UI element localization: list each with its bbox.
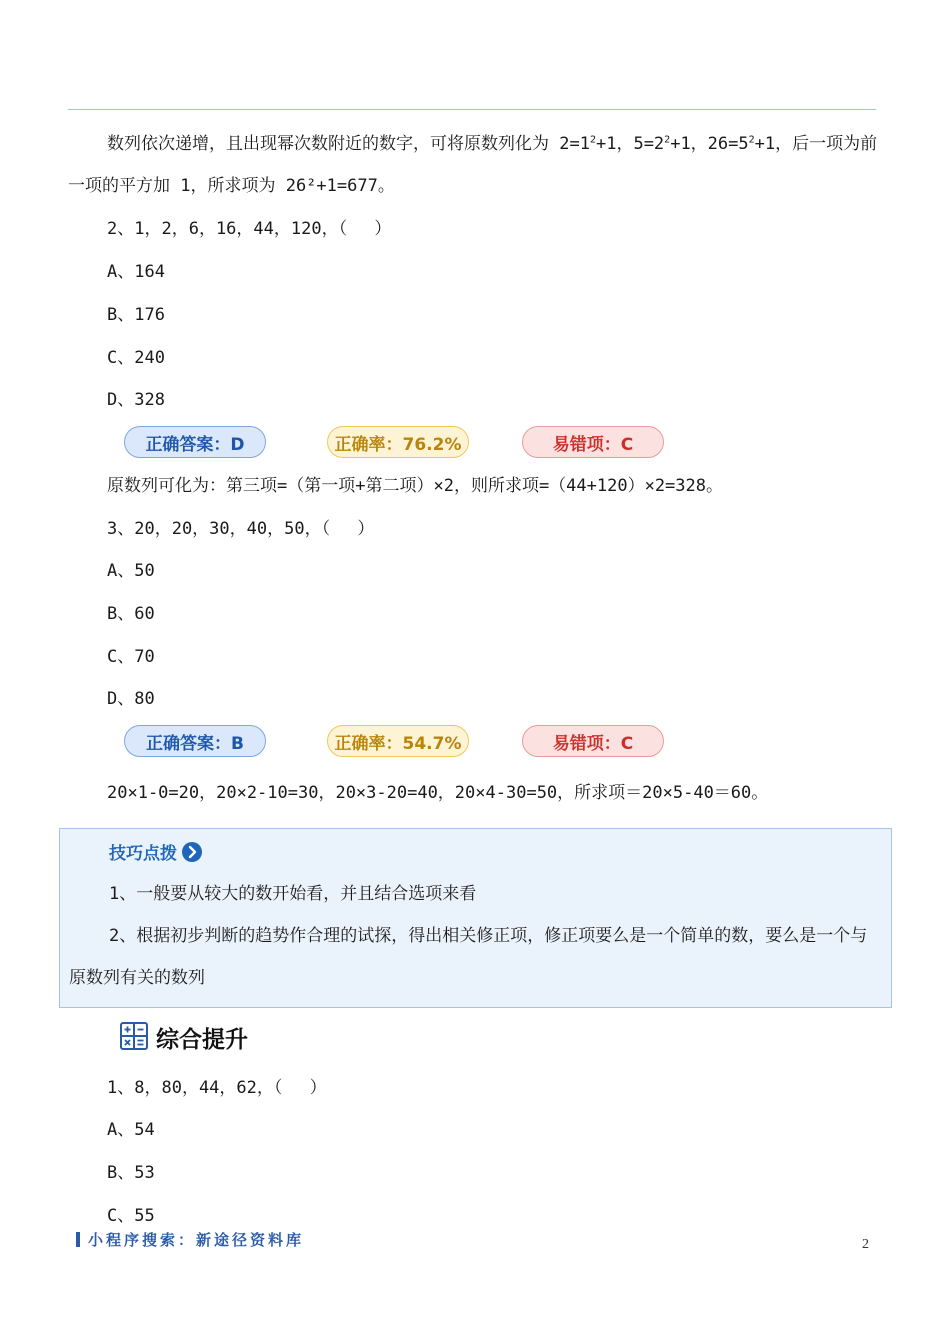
page-number: 2 — [862, 1237, 869, 1252]
question-2-option-c[interactable]: C、240 — [107, 348, 165, 368]
section-question-1-option-b[interactable]: B、53 — [107, 1163, 155, 1183]
question-3-stem: 3、20，20，30，40，50，（ ） — [107, 519, 375, 539]
chevron-right-icon — [182, 842, 202, 862]
explanation-q1: 数列依次递增，且出现幂次数附近的数字，可将原数列化为 $2=1^2+1$，$5=2^2+1$，$26=5^2+1$，后一项为前一项的平方加 1，所求项为 26²+1=677。 — [68, 134, 878, 196]
tips-box — [59, 828, 892, 1008]
question-3-option-b[interactable]: B、60 — [107, 604, 155, 624]
accuracy-rate-badge: 正确率：54.7% — [327, 725, 469, 757]
tip-item-2: 2、根据初步判断的趋势作合理的试探，得出相关修正项，修正项要么是一个简单的数，要么是一个与原数列有关的数列 — [69, 926, 868, 988]
question-2-option-a[interactable]: A、164 — [107, 262, 165, 282]
question-3-option-d[interactable]: D、80 — [107, 689, 155, 709]
footer-banner — [76, 1229, 304, 1250]
section-title: 综合提升 — [156, 1027, 248, 1053]
tips-title: 技巧点拨 — [109, 844, 177, 864]
question-2-option-d[interactable]: D、328 — [107, 390, 165, 410]
accuracy-rate-badge: 正确率：76.2% — [327, 426, 469, 458]
question-2-stem: 2、1，2，6，16，44，120，（ ） — [107, 219, 392, 239]
correct-answer-badge: 正确答案：B — [124, 725, 266, 757]
common-error-badge: 易错项：C — [522, 725, 664, 757]
correct-answer-badge: 正确答案：D — [124, 426, 266, 458]
common-error-badge: 易错项：C — [522, 426, 664, 458]
footer-bar-icon — [76, 1232, 80, 1247]
question-2-option-b[interactable]: B、176 — [107, 305, 165, 325]
tips-heading — [109, 839, 202, 864]
header-rule — [68, 109, 876, 110]
section-question-1-option-a[interactable]: A、54 — [107, 1120, 155, 1140]
explanation-q3: 20×1-0=20，20×2-10=30，20×3-20=40，20×4-30=50，所求项＝20×5-40＝60。 — [107, 783, 769, 803]
section-question-1-stem: 1、8，80，44，62，（ ） — [107, 1078, 327, 1098]
calculator-icon — [120, 1022, 148, 1050]
footer-text: 小程序搜索：新途径资料库 — [88, 1231, 305, 1249]
question-3-option-a[interactable]: A、50 — [107, 561, 155, 581]
question-3-option-c[interactable]: C、70 — [107, 647, 155, 667]
explanation-q2: 原数列可化为：第三项=（第一项+第二项）×2，则所求项=（44+120）×2=328。 — [107, 476, 723, 496]
tip-item-1: 1、一般要从较大的数开始看，并且结合选项来看 — [109, 884, 477, 904]
section-question-1-option-c[interactable]: C、55 — [107, 1206, 155, 1226]
